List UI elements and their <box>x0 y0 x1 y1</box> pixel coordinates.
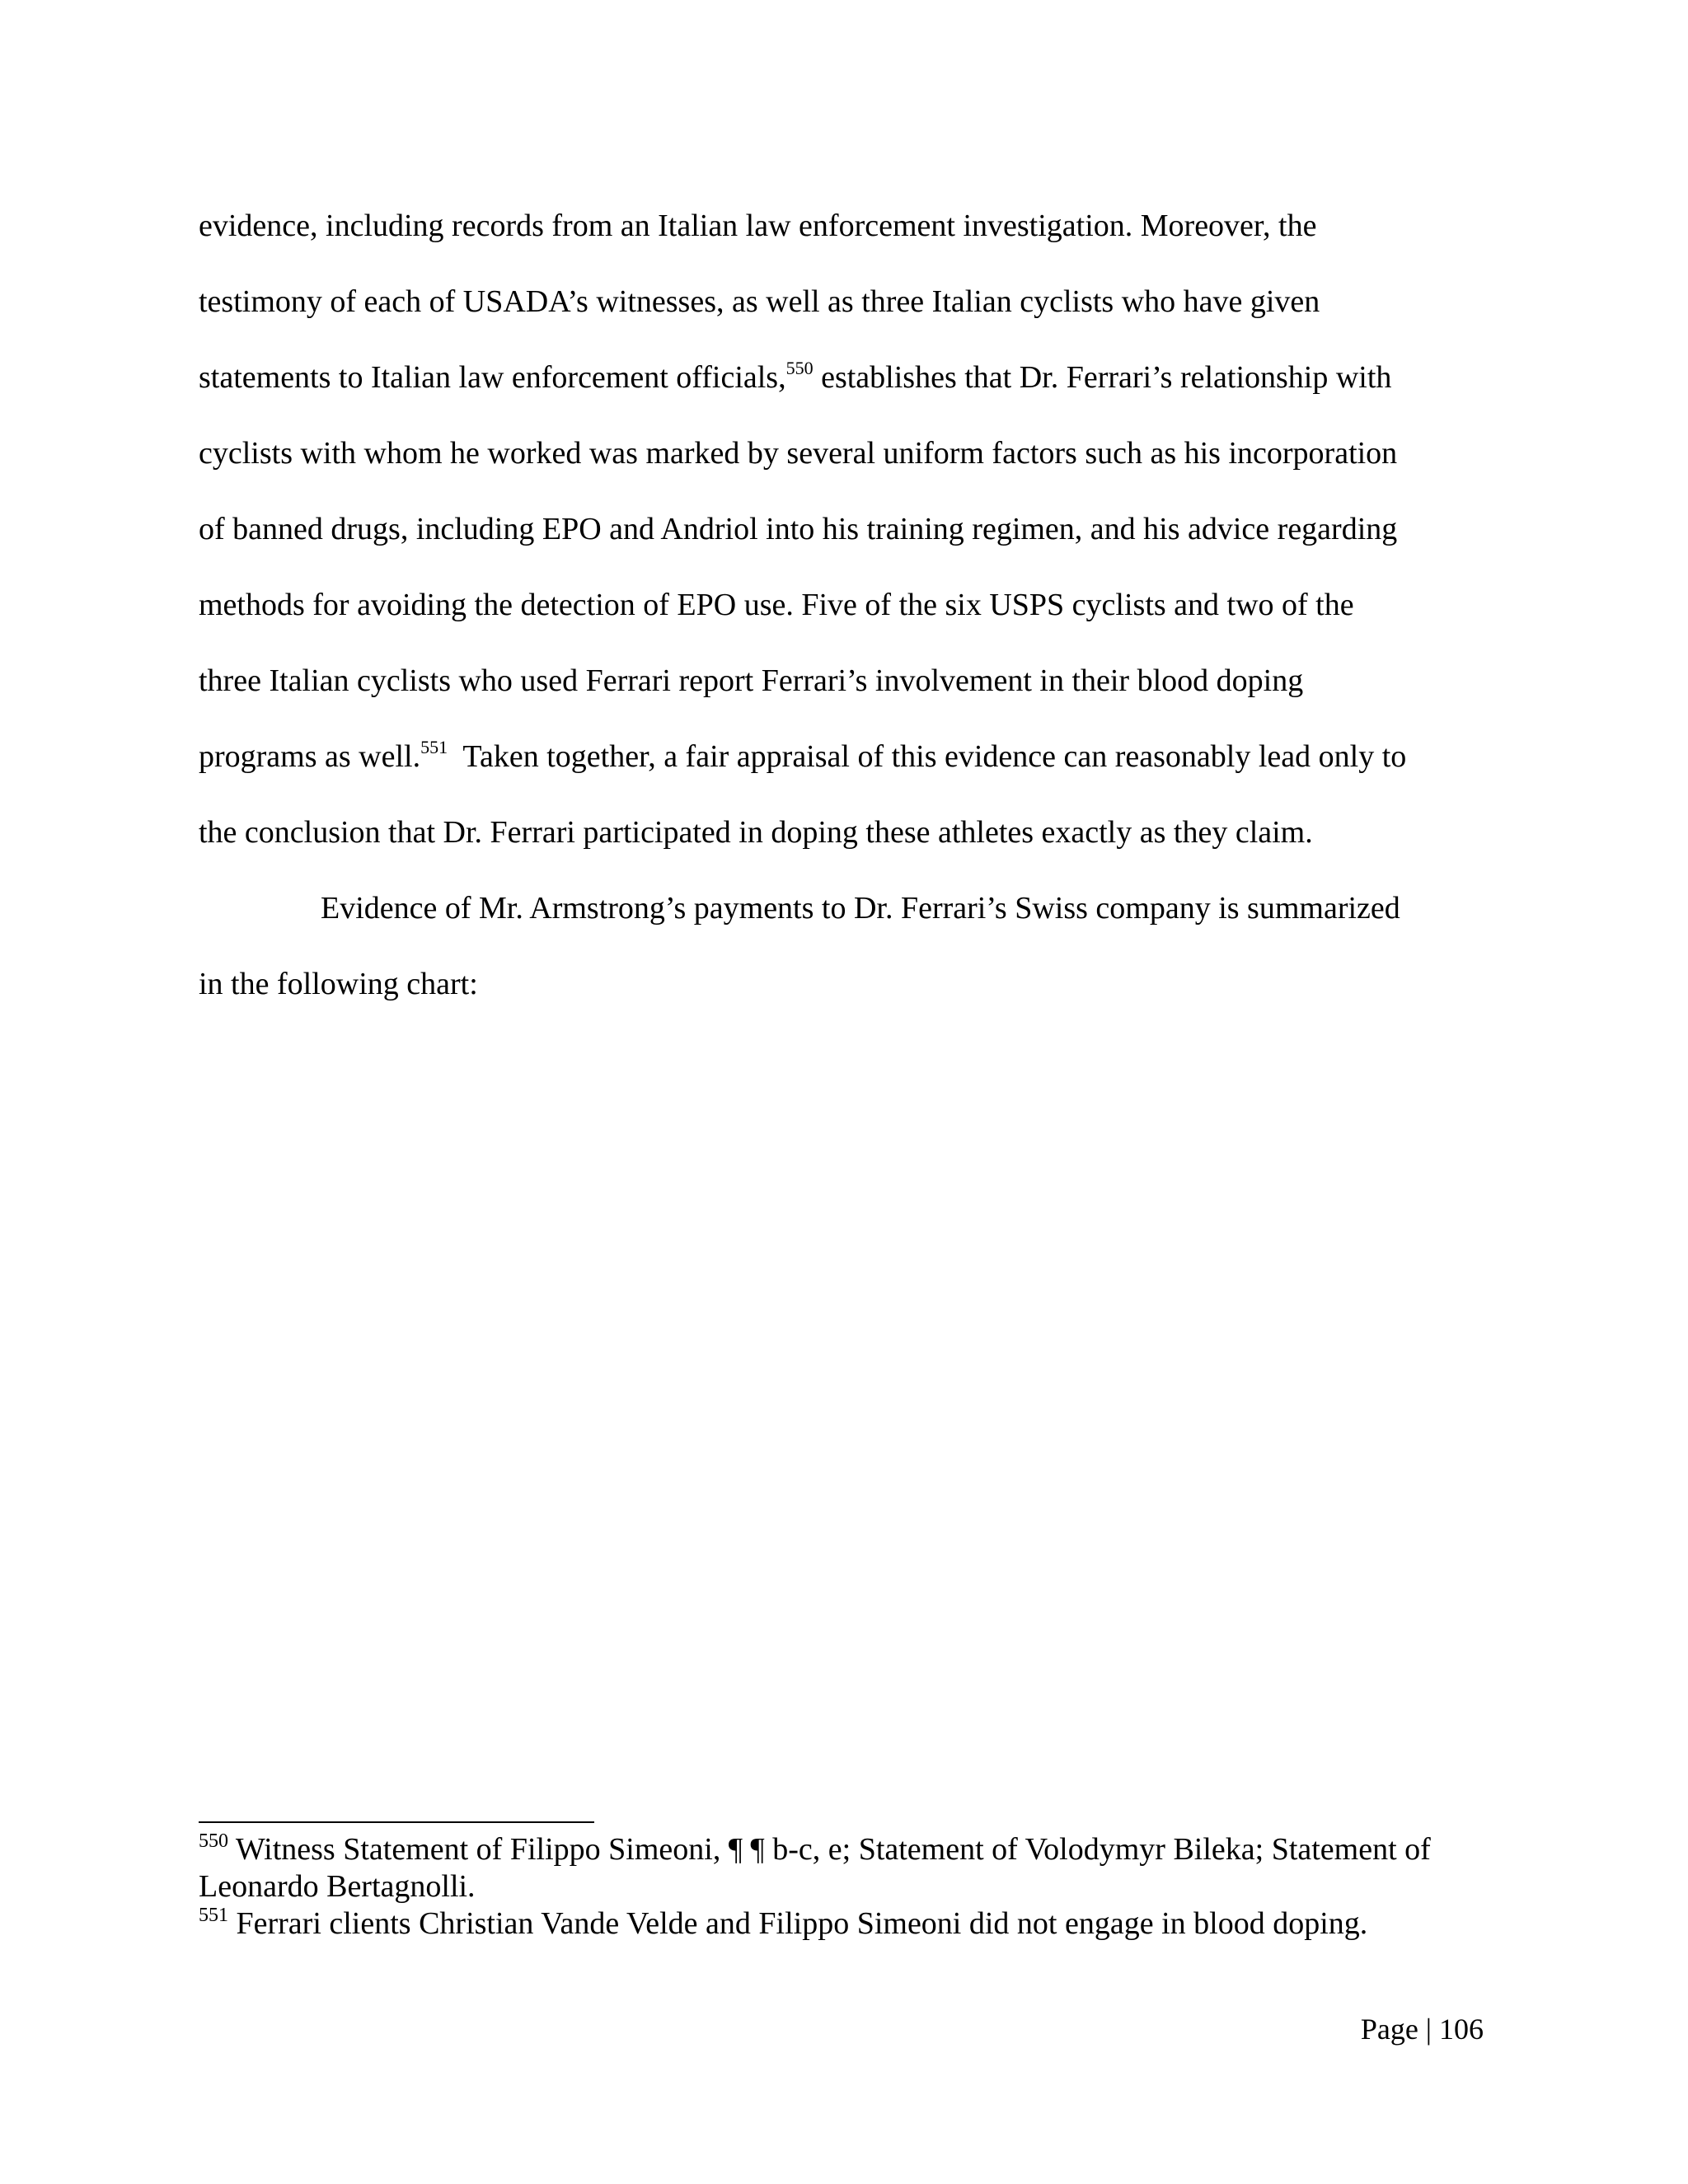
footnote-551 <box>199 1905 1501 1943</box>
body-text <box>199 188 1501 1022</box>
footnote-text: Ferrari clients Christian Vande Velde and Filippo Simeoni did not engage in blood doping. <box>228 1906 1368 1941</box>
footnote-550 <box>199 1831 1501 1905</box>
footnote-text: Witness Statement of Filippo Simeoni, ¶ ¶ b-c, e; Statement of Volodymyr Bileka; Statement of Leonardo Bertagnolli. <box>199 1832 1431 1904</box>
body-text-segment: Taken together, a fair appraisal of this evidence can reasonably lead only to <box>448 739 1407 774</box>
body-line: testimony of each of USADA’s witnesses, as well as three Italian cyclists who have given <box>199 284 1320 319</box>
footnotes <box>199 1831 1501 1943</box>
body-line: of banned drugs, including EPO and Andriol into his training regimen, and his advice regarding <box>199 512 1398 546</box>
body-line-indented: Evidence of Mr. Armstrong’s payments to Dr. Ferrari’s Swiss company is summarized <box>321 891 1400 926</box>
body-text-segment: establishes that Dr. Ferrari’s relationship with <box>813 360 1392 395</box>
body-line: cyclists with whom he worked was marked by several uniform factors such as his incorporation <box>199 436 1398 471</box>
page-number: Page | 106 <box>1360 2013 1484 2046</box>
footnote-reference-550: 550 <box>785 358 814 378</box>
body-line <box>199 719 1501 794</box>
body-line: methods for avoiding the detection of EPO use. Five of the six USPS cyclists and two of the <box>199 588 1354 622</box>
body-text-segment: programs as well. <box>199 739 421 774</box>
footnote-reference-551: 551 <box>420 737 448 757</box>
body-line: evidence, including records from an Italian law enforcement investigation. Moreover, the <box>199 209 1317 243</box>
body-line: three Italian cyclists who used Ferrari report Ferrari’s involvement in their blood doping <box>199 663 1304 698</box>
body-line: in the following chart: <box>199 967 478 1001</box>
body-line: the conclusion that Dr. Ferrari participated in doping these athletes exactly as they claim. <box>199 815 1313 850</box>
body-text-segment: statements to Italian law enforcement officials, <box>199 360 786 395</box>
body-line <box>199 340 1501 415</box>
footnote-separator <box>199 1821 594 1823</box>
footnote-number: 550 <box>199 1830 228 1852</box>
footnote-number: 551 <box>199 1905 228 1926</box>
